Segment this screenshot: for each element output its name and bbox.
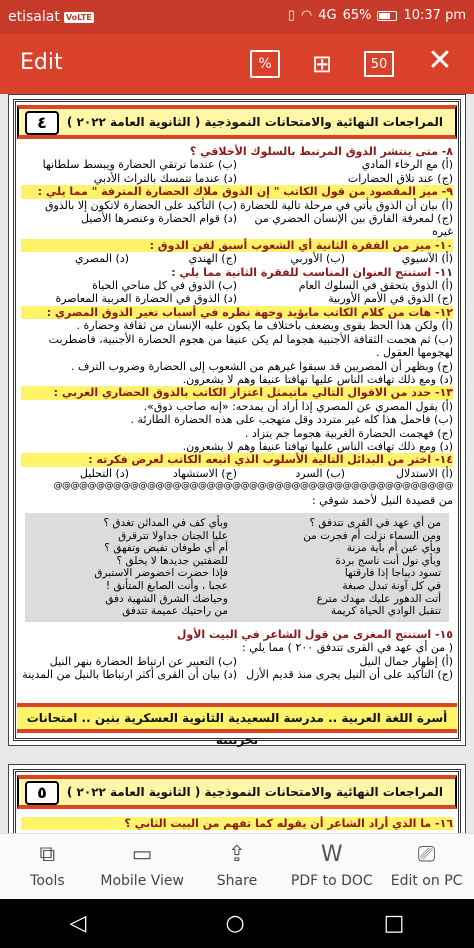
volte-badge: VoLTE [65,12,92,22]
poem-line: وبأي عين أم بأية مزنة [346,542,441,555]
question: ١٢- هات من كلام الكاتب مايؤيد وجهة نظره في أسباب تغير الذوق المصري : [21,306,453,319]
page-number: ٤ [25,111,59,135]
page-footer: أسرة اللغة العربية .. مدرسة السعيدية الثانوية العسكرية بنين .. امتحانات تجريبية [17,703,457,733]
question: ٩- ميز المقصود من قول الكاتب " إن الذوق ملاك الحضارة المترفة " مما يلي : [21,185,453,198]
poem-line: في كل آونة تبدل صبغة [342,579,441,592]
option: (ج) الذوق في الأمم الأوربية [328,292,453,306]
option: (أ) بيان أن الذوق يأتي في مرحلة تالية للحضارة [240,198,453,212]
battery-percent: 65% [342,8,372,23]
system-nav-bar [0,899,474,948]
option: (د) التحليل [79,466,129,480]
page [8,94,466,746]
poem-line: من راحتيك عميمة تتدفق [122,605,228,618]
carrier: etisalat VoLTE [8,9,92,25]
poem-line: تتقبل الوادي الحياة كريمة [330,605,441,618]
option: (ج) فهجمت الحضارة الغربية هجوما جم يتزاد . [244,426,453,440]
option: (ج) الاستشهاد [172,466,237,480]
clock: 10:37 pm [403,8,466,23]
header-title: المراجعات النهائية والامتحانات النموذجية ( الثانوية العامة ٢٠٢٢ ) [66,785,443,799]
option: (د) المصري [75,252,129,266]
option: (د) بيان أن القرى أكثر ارتباطا بالنيل من المدينة [22,667,237,681]
bottom-bar [0,833,474,899]
status-bar [0,0,474,34]
poem-line: وبأي نول أنت ناسج بردة [335,554,441,567]
option: (د) قوام الحضارة وعنصرها الأصيل [80,212,237,226]
poem-box [25,513,449,622]
share-button[interactable]: ⇪ Share [216,842,258,889]
option: (ج) وبظهر أن المصريين قد سبقوا غيرهم من الشعوب إلى الحضارة وضروب الترف . [70,359,453,373]
poem-line: أم أي طوفان تفيض وتفهق ؟ [104,542,228,555]
option: (أ) مع الرخاء المادي [361,158,453,172]
close-icon[interactable]: ✕ [427,42,453,78]
page-header [17,775,457,809]
option: (ب) عندما ترتقي الحضارة ويبسط سلطانها [42,158,237,172]
option: (ب) التعبير عن ارتباط الحضارة بنهر النيل [49,654,237,668]
option: (أ) الآسيوي [401,252,453,266]
option: (ج) الهندي [188,252,237,266]
poem-line: من أي عهد في القرى تتدفق ؟ [309,516,441,529]
poem-line: للضفتين جديدها لا يخلق ؟ [116,554,228,567]
option: (ب) السرد [295,466,345,480]
question: ١٠- ميز من الفقرة الثانية أي الشعوب أسبق لفن الذوق : [21,239,453,252]
share-icon: ⇪ [227,842,247,867]
question: ١٣- حدد من الاقوال التالي ماتيمثل اعتزاز الكاتب بالذوق الحضاري العربي : [21,386,453,399]
document-viewer[interactable] [0,94,474,833]
poem-line: وحياضك الشرق الشهية دفق [105,592,228,605]
question-sub: ( من أي عهد في القرى تتدفق ٢٠٠ ) مما يلي : [242,641,453,655]
option: (د) ومع ذلك تهافت الناس عليها تهافتا عنيفا وهم لا يشعرون. [182,372,453,386]
option: (ج) التأكيد على أن النيل يجرى منذ قديم الأزل [246,667,453,681]
mobile-view-icon: ▭ [131,842,153,867]
header-title: المراجعات النهائية والامتحانات النموذجية ( الثانوية العامة ٢٠٢٢ ) [66,115,443,129]
option: (أ) يقول المصري عن المصري إذا أراد أن يمدحه: «إنه صاحب ذوق». [143,399,453,413]
mobile-view-button[interactable]: ▭ Mobile View [100,842,184,889]
pdf-to-doc-button[interactable]: W PDF to DOC [290,842,373,889]
page-count-button[interactable]: 50 [364,51,394,77]
wifi-icon: ◠ [300,8,313,23]
page-number: ٥ [25,781,59,805]
option: (ب) فاحمل هذا كله غير متردد وقل متهجب على هذه الحضارة الطارئة . [130,413,453,427]
poem-line: تسود ديباجا إذا فارقتها [344,567,441,580]
question: ١٥- استنتج المغزى من قول الشاعر في البيت الأول [176,627,453,641]
percent-icon[interactable]: % [250,50,280,78]
page-header [17,105,457,139]
poem-line: أتت الدهور عليك مهدك مترع [316,592,441,605]
word-doc-icon: W [320,842,343,867]
grid-icon[interactable]: ⊞ [311,50,333,78]
home-icon[interactable]: ○ [225,911,245,936]
option: (د) الذوق في الحضارة العربية المعاصرة [55,292,237,306]
poem-line: عجبا ، وأنت الصابغ المتأنق ! [105,579,228,592]
option: (ب) الذوق في كل مناحي الحياة [92,279,237,293]
page [8,764,466,833]
question: ١١- استنتج العنوان المناسب للفقرة الثانية مما يلي : [171,265,453,279]
recents-icon[interactable]: □ [383,911,405,936]
option: (ب) ثم هجمت الثقافة الأجنبية هجوما لم يكن عنيفا من هجوم الحضارة الأجنبية، فاضطربت لهجومها العقول . [48,332,453,360]
poem-line: ومن السماء نزلت أم فجرت من [303,529,441,542]
tools-button[interactable]: ⧉ Tools [30,842,65,889]
page-body [21,145,453,681]
option: (أ) الذوق يتحقق في السلوك العام [298,279,453,293]
option: (ج) لمعرفة الفارق بين الإنسان الحضري من غيره [254,212,453,239]
question: ١٤- اختر من البدائل التالية الأسلوب الذي اتبعه الكاتب لعرض فكرته : [21,453,453,466]
poem-line: وبأي كف في المدائن تغدق ؟ [103,516,228,529]
option: (أ) الاستدلال [395,466,453,480]
question: ٨- متى ينتشر الذوق المرتبط بالسلوك الأخلاقي ؟ [189,145,453,158]
poem-intro: من قصيدة النيل لأحمد شوقي : [311,493,453,507]
back-icon[interactable]: ◁ [69,911,87,936]
option: (أ) ولكن هذا الحظ يقوى ويضعف باختلاف ما يكون عليه الإنسان من ثقافة وحضارة . [76,319,453,333]
edit-on-pc-button[interactable]: ⎚ Edit on PC [390,842,463,889]
vibrate-icon: ▯ [287,8,295,23]
pc-icon: ⎚ [417,842,436,867]
question: ١٦- ما الذي أراد الشاعر أن يقوله كما تفهم من البيت الثاني ؟ [21,817,453,830]
divider: @@@@@@@@@@@@@@@@@@@@@@@@@@@@@@@@@@@@@@@@@@@@@@@ [53,481,453,492]
poem-line: عليا الجنان جداولا تترقرق [118,529,228,542]
option: (ب) التأكيد على الحضارة لاتكون إلا بالذوق [44,198,237,212]
option: (أ) إظهار جمال النيل [359,654,453,668]
battery-icon [377,11,397,21]
toolbar [0,34,474,94]
option: (ج) عند تلاق الحضارات [347,171,453,185]
tools-icon: ⧉ [39,842,56,867]
option: (د) ومع ذلك تهافت الناس عليها تهافتا عنيفا وهم لا يشعرون. [182,439,453,453]
option: (ب) الأوربي [290,252,345,266]
poem-line: فإذا حضرت اخضوضر الاستبرق [94,567,228,580]
signal-icon: 4G [318,8,337,23]
option: (د) عندما تتمسك بالتراث الأدبي [93,171,237,185]
toolbar-title: Edit [20,50,63,75]
